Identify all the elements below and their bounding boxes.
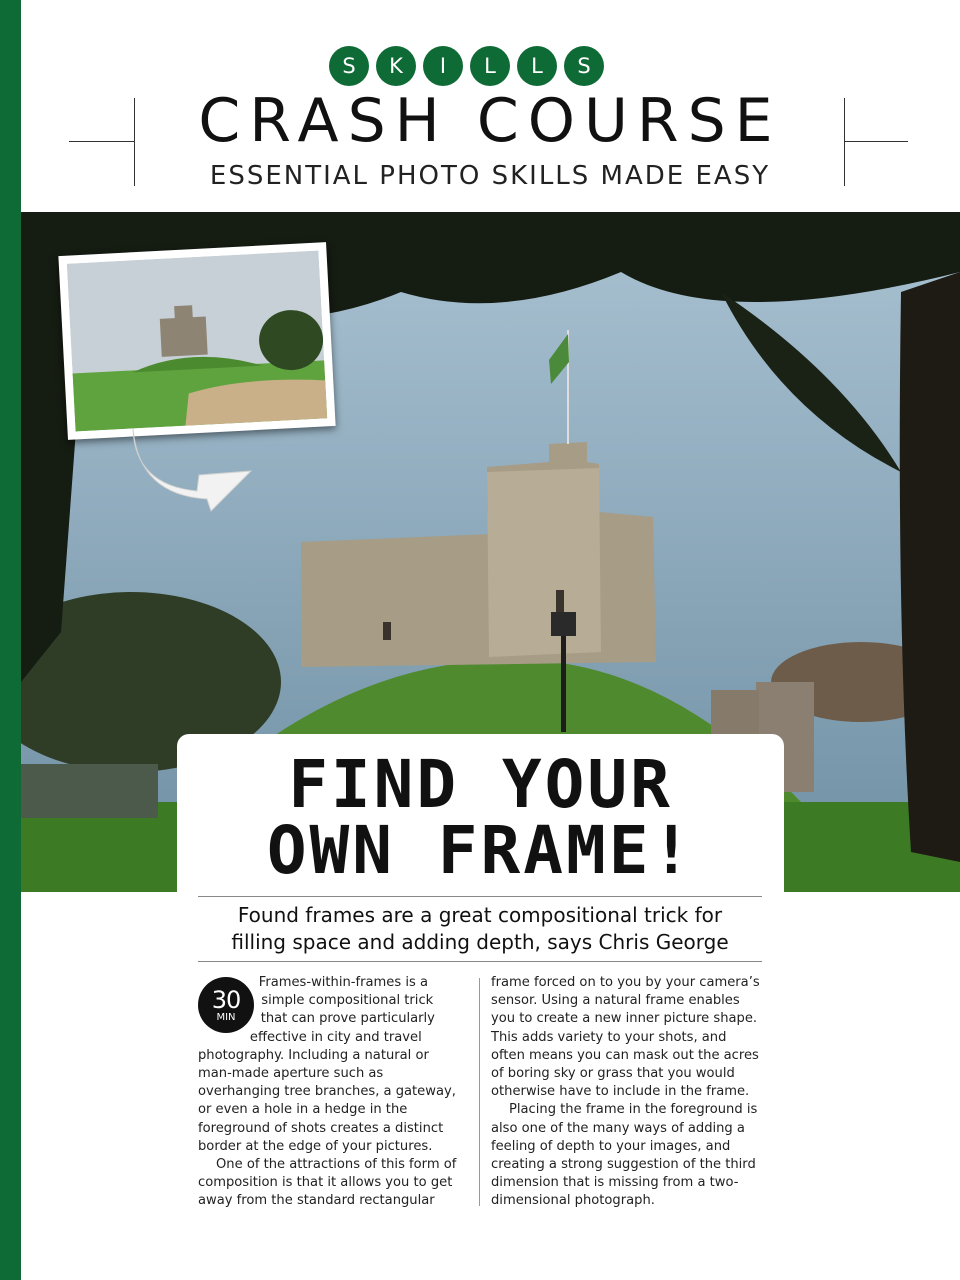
curved-arrow-icon [127,425,257,525]
standfirst-line-2: filling space and adding depth, says Chris George [231,930,729,954]
headline-line-1: FIND YOUR [288,746,673,823]
article-headline [177,746,784,889]
header-rule-right-vertical [844,98,845,186]
skills-letter: I [423,46,463,86]
standfirst-rule-top [198,896,762,897]
skills-letter: K [376,46,416,86]
header-rule-left-vertical [134,98,135,186]
skills-badge [329,46,604,86]
time-badge [198,977,254,1033]
standfirst-rule-bottom [198,961,762,962]
body-paragraph: Frames-within-frames is a simple compositional trick that can prove particularly effective in city and travel photography. Including a natural or man-made aperture such as overhanging tree branches, a gateway, or even a hole in a hedge in the foreground of shots creates a distinct border at the edge of your pictures. [198,975,456,1154]
body-column-right [491,974,763,1211]
body-paragraph: One of the attractions of this form of composition is that it allows you to get away from the standard rectangular [198,1157,457,1209]
skills-letter: L [470,46,510,86]
column-divider [479,978,480,1206]
time-badge-number: 30 [211,986,241,1014]
page-spine-bar [0,0,21,1280]
standfirst [198,902,762,956]
headline-line-2: OWN FRAME! [266,812,695,889]
body-column-left [198,974,462,1211]
original-photo-inset [58,242,335,440]
standfirst-line-1: Found frames are a great compositional trick for [237,903,723,927]
section-subtitle: ESSENTIAL PHOTO SKILLS MADE EASY [209,161,771,191]
skills-letter: L [517,46,557,86]
header-rule-right-horizontal [845,141,908,142]
section-title: CRASH COURSE [198,86,782,156]
time-badge-unit: MIN [216,1012,236,1023]
body-paragraph: Placing the frame in the foreground is also one of the many ways of adding a feeling of depth to your images, and creating a strong suggestion of the third dimension that is missing from a two-dimensional photograph. [491,1102,758,1209]
skills-letter: S [564,46,604,86]
header-rule-left-horizontal [69,141,134,142]
body-paragraph: frame forced on to you by your camera’s sensor. Using a natural frame enables you to create a new inner picture shape. This adds variety to your shots, and often means you can mask out the acres of boring sky or grass that you would otherwise have to include in the frame. [491,975,760,1100]
skills-letter: S [329,46,369,86]
